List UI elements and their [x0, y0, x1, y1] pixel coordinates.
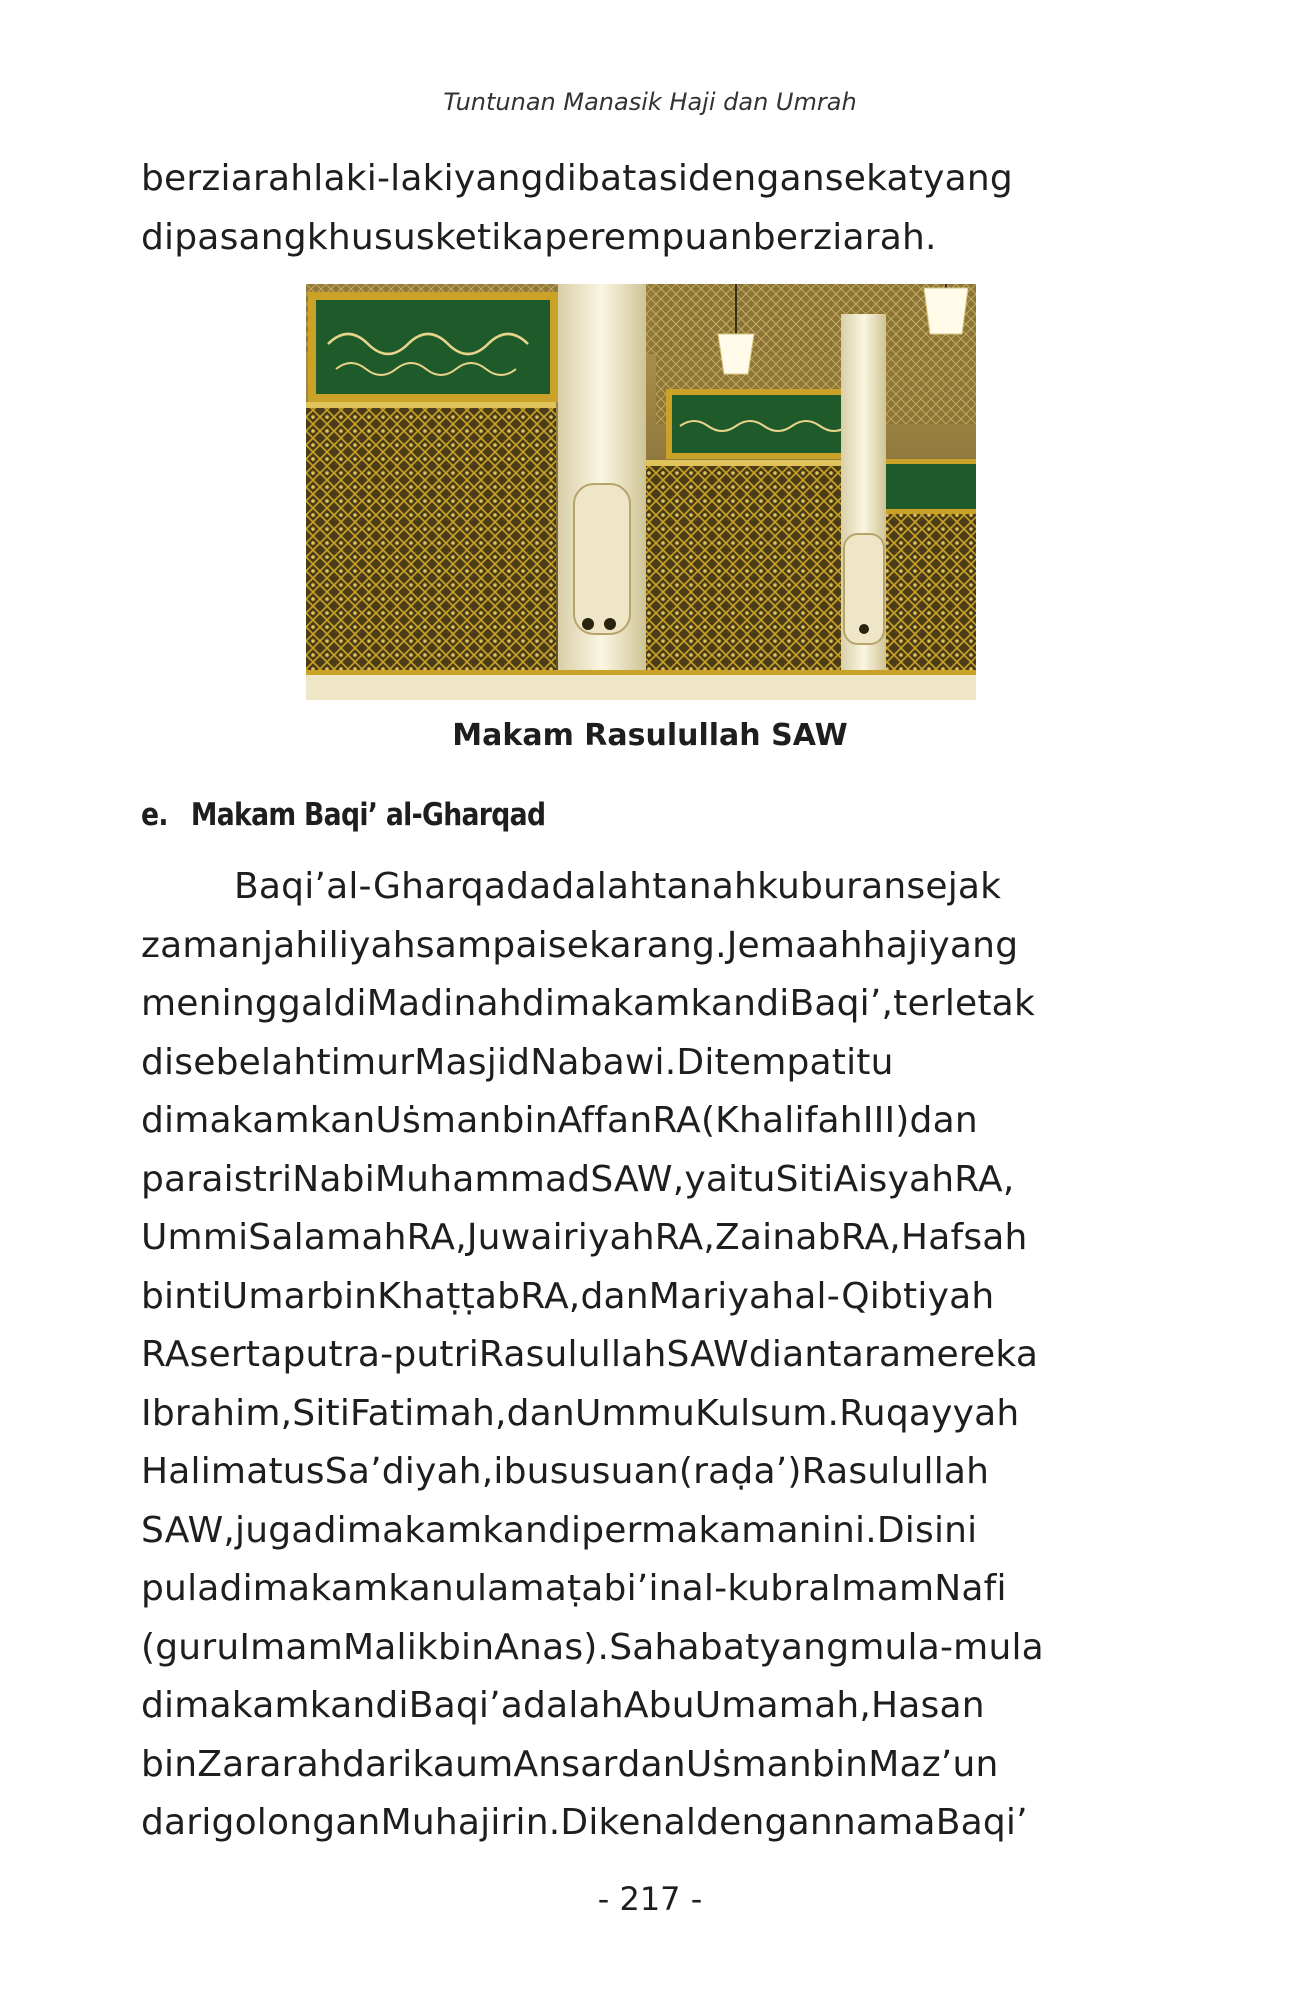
word: Hasan: [871, 1685, 985, 1726]
word: Baqi’: [234, 866, 327, 907]
word: dibatasi: [543, 158, 689, 199]
text-line: [141, 1502, 1135, 1561]
word: sampai: [415, 924, 548, 966]
word: laki-laki: [313, 158, 454, 199]
word: kaum: [412, 1743, 514, 1785]
word: al-Gharqad: [326, 866, 530, 907]
word: berziarah: [141, 158, 314, 199]
text-line: [141, 1736, 1135, 1795]
word: dengan: [688, 158, 825, 199]
word: Madinah: [366, 983, 522, 1024]
word: di: [756, 983, 790, 1024]
text-line: [141, 1209, 1135, 1268]
word: mula-mula: [849, 1626, 1044, 1668]
word: dimakamkan: [219, 1568, 454, 1609]
word: (raḍa’): [678, 1451, 802, 1492]
word: sejak: [906, 866, 1002, 907]
word: nama: [832, 1802, 936, 1843]
word: yang: [928, 924, 1019, 966]
text-line: [141, 1034, 1135, 1093]
word: al-kubra: [681, 1568, 831, 1609]
word: Ummu: [574, 1392, 696, 1434]
word: Anas).: [494, 1626, 610, 1668]
word: Baqi’: [408, 1685, 501, 1726]
word: mereka: [901, 1334, 1039, 1375]
text-line: [141, 1619, 1135, 1678]
word: meninggal: [141, 983, 334, 1024]
word: dan: [617, 1743, 686, 1785]
word: dari: [141, 1802, 212, 1843]
word: Hafsah: [900, 1217, 1028, 1258]
word: jahiliyah: [262, 924, 416, 966]
text-line: [141, 858, 1135, 917]
word: RA,: [520, 1275, 581, 1317]
word: Umamah,: [694, 1685, 871, 1726]
word: Imam: [239, 1626, 343, 1668]
word: di: [375, 1685, 409, 1726]
word: (Khalifah: [700, 1100, 863, 1141]
word: Abu: [623, 1685, 695, 1726]
word: Imam: [830, 1568, 935, 1609]
word: Nafi: [934, 1568, 1007, 1609]
word: ibu: [493, 1451, 550, 1492]
word: SAW,: [141, 1509, 236, 1551]
text-line: [141, 1677, 1135, 1736]
word: Mariyah: [648, 1275, 795, 1317]
text-line: [141, 1092, 1135, 1151]
word: kuburan: [757, 866, 907, 907]
word: yaitu: [684, 1158, 776, 1200]
text-line: [141, 1443, 1135, 1502]
word: yang: [453, 158, 544, 199]
word: Nabi: [292, 1158, 375, 1200]
word: di: [333, 983, 367, 1024]
word: Salamah: [248, 1217, 407, 1258]
word: istri: [223, 1158, 293, 1200]
word: Ummi: [141, 1217, 249, 1258]
word: Uṡman: [685, 1743, 812, 1785]
word: Malik: [342, 1626, 438, 1668]
word: Siti: [292, 1392, 351, 1434]
word: Baqi’: [935, 1802, 1028, 1843]
text-line: [141, 150, 1135, 209]
word: para: [141, 1158, 224, 1200]
word: bin: [811, 1743, 869, 1785]
word: Uṡman: [375, 1100, 502, 1141]
word: Ansar: [513, 1743, 618, 1785]
text-line: [141, 975, 1135, 1034]
text-line: [141, 1385, 1135, 1444]
body-paragraph: [141, 858, 1135, 1853]
tomb-photo-illustration: [306, 284, 976, 700]
running-header: Tuntunan Manasik Haji dan Umrah: [443, 88, 857, 116]
word: antara: [782, 1334, 902, 1375]
word: dari: [341, 1743, 413, 1785]
word: RA,: [406, 1217, 467, 1258]
word: pula: [141, 1568, 220, 1609]
word: perempuan: [544, 216, 753, 258]
section-title: Makam Baqi’ al-Gharqad: [190, 797, 546, 833]
word: Dikenal: [560, 1802, 697, 1843]
word: permakaman: [581, 1509, 822, 1551]
intro-paragraph: [141, 150, 1135, 267]
word: Ibrahim,: [141, 1392, 293, 1434]
word: dimakamkan: [521, 983, 757, 1024]
word: RA,: [654, 1217, 716, 1258]
word: dimakamkan: [141, 1685, 376, 1726]
word: Masjid: [414, 1041, 531, 1083]
text-line: [141, 1151, 1135, 1210]
word: serta: [189, 1334, 283, 1375]
word: (guru: [141, 1626, 240, 1668]
text-line: [141, 1326, 1135, 1385]
word: SAW: [666, 1334, 749, 1375]
word: di: [141, 1041, 175, 1083]
word: Baqi’,: [789, 983, 894, 1024]
word: RA,: [840, 1217, 901, 1258]
section-number: e.: [141, 797, 168, 833]
word: Di: [676, 1041, 715, 1083]
word: sekarang.: [547, 924, 727, 966]
word: bin: [501, 1100, 558, 1141]
word: Aisyah: [833, 1158, 955, 1200]
page-number: - 217 -: [597, 1880, 703, 1918]
word: susuan: [549, 1451, 679, 1492]
word: Fatimah,: [350, 1392, 507, 1434]
word: Di: [876, 1509, 915, 1551]
text-line: [141, 1268, 1135, 1327]
word: Siti: [775, 1158, 834, 1200]
word: Maz’un: [868, 1743, 999, 1785]
word: timur: [316, 1041, 415, 1083]
word: itu: [846, 1041, 894, 1083]
word: Khaṭṭab: [377, 1275, 521, 1317]
word: Umar: [221, 1275, 321, 1317]
word: adalah: [500, 1685, 624, 1726]
word: dan: [580, 1275, 649, 1317]
word: Halimatus: [141, 1451, 325, 1492]
word: tanah: [652, 866, 758, 907]
word: berziarah.: [752, 216, 937, 258]
word: Zararah: [197, 1743, 342, 1785]
word: juga: [235, 1509, 314, 1551]
word: putra-putri: [282, 1334, 479, 1375]
word: dimakamkan: [313, 1509, 548, 1551]
word: Jemaah: [726, 924, 863, 966]
text-line: [141, 209, 1135, 268]
word: bin: [141, 1743, 198, 1785]
word: RA,: [954, 1158, 1015, 1200]
word: Nabawi.: [530, 1041, 677, 1083]
word: RA: [141, 1334, 190, 1375]
word: dan: [506, 1392, 575, 1434]
word: khusus: [306, 216, 435, 258]
word: binti: [141, 1275, 222, 1317]
word: bin: [320, 1275, 378, 1317]
word: dipasang: [141, 216, 307, 258]
word: tempat: [714, 1041, 847, 1083]
word: zaman: [141, 924, 263, 966]
word: Rasulullah: [801, 1451, 990, 1492]
word: Muhajirin.: [380, 1802, 561, 1843]
word: ini.: [821, 1509, 877, 1551]
section-heading: [141, 797, 545, 833]
word: haji: [862, 924, 929, 966]
text-line: [141, 917, 1135, 976]
word: Sahabat: [609, 1626, 760, 1668]
word: ṭabi’in: [566, 1568, 682, 1609]
word: terletak: [893, 983, 1035, 1024]
word: bin: [437, 1626, 495, 1668]
word: III): [862, 1100, 910, 1141]
word: Affan: [557, 1100, 653, 1141]
word: di: [547, 1509, 582, 1551]
text-line: [141, 1560, 1135, 1619]
word: golongan: [211, 1802, 381, 1843]
word: Juwairiyah: [466, 1217, 655, 1258]
word: Kulsum.: [695, 1392, 840, 1434]
word: sekat: [824, 158, 924, 199]
word: sini: [914, 1509, 978, 1551]
tomb-photo: [306, 284, 976, 700]
word: sebelah: [174, 1041, 317, 1083]
word: RA: [652, 1100, 701, 1141]
word: Muhammad: [374, 1158, 591, 1200]
word: di: [748, 1334, 783, 1375]
word: yang: [759, 1626, 850, 1668]
word: Zainab: [715, 1217, 841, 1258]
word: ketika: [434, 216, 545, 258]
text-line: [141, 1794, 1135, 1853]
word: dimakamkan: [141, 1100, 376, 1141]
word: Ruqayyah: [839, 1392, 1020, 1434]
word: adalah: [529, 866, 653, 907]
word: dengan: [696, 1802, 833, 1843]
word: al-Qibtiyah: [794, 1275, 995, 1317]
word: Rasulullah: [478, 1334, 667, 1375]
word: SAW,: [590, 1158, 685, 1200]
figure-caption: Makam Rasulullah SAW: [452, 718, 848, 753]
word: ulama: [453, 1568, 567, 1609]
word: Sa’diyah,: [324, 1451, 494, 1492]
word: yang: [923, 158, 1013, 199]
word: dan: [909, 1100, 978, 1141]
